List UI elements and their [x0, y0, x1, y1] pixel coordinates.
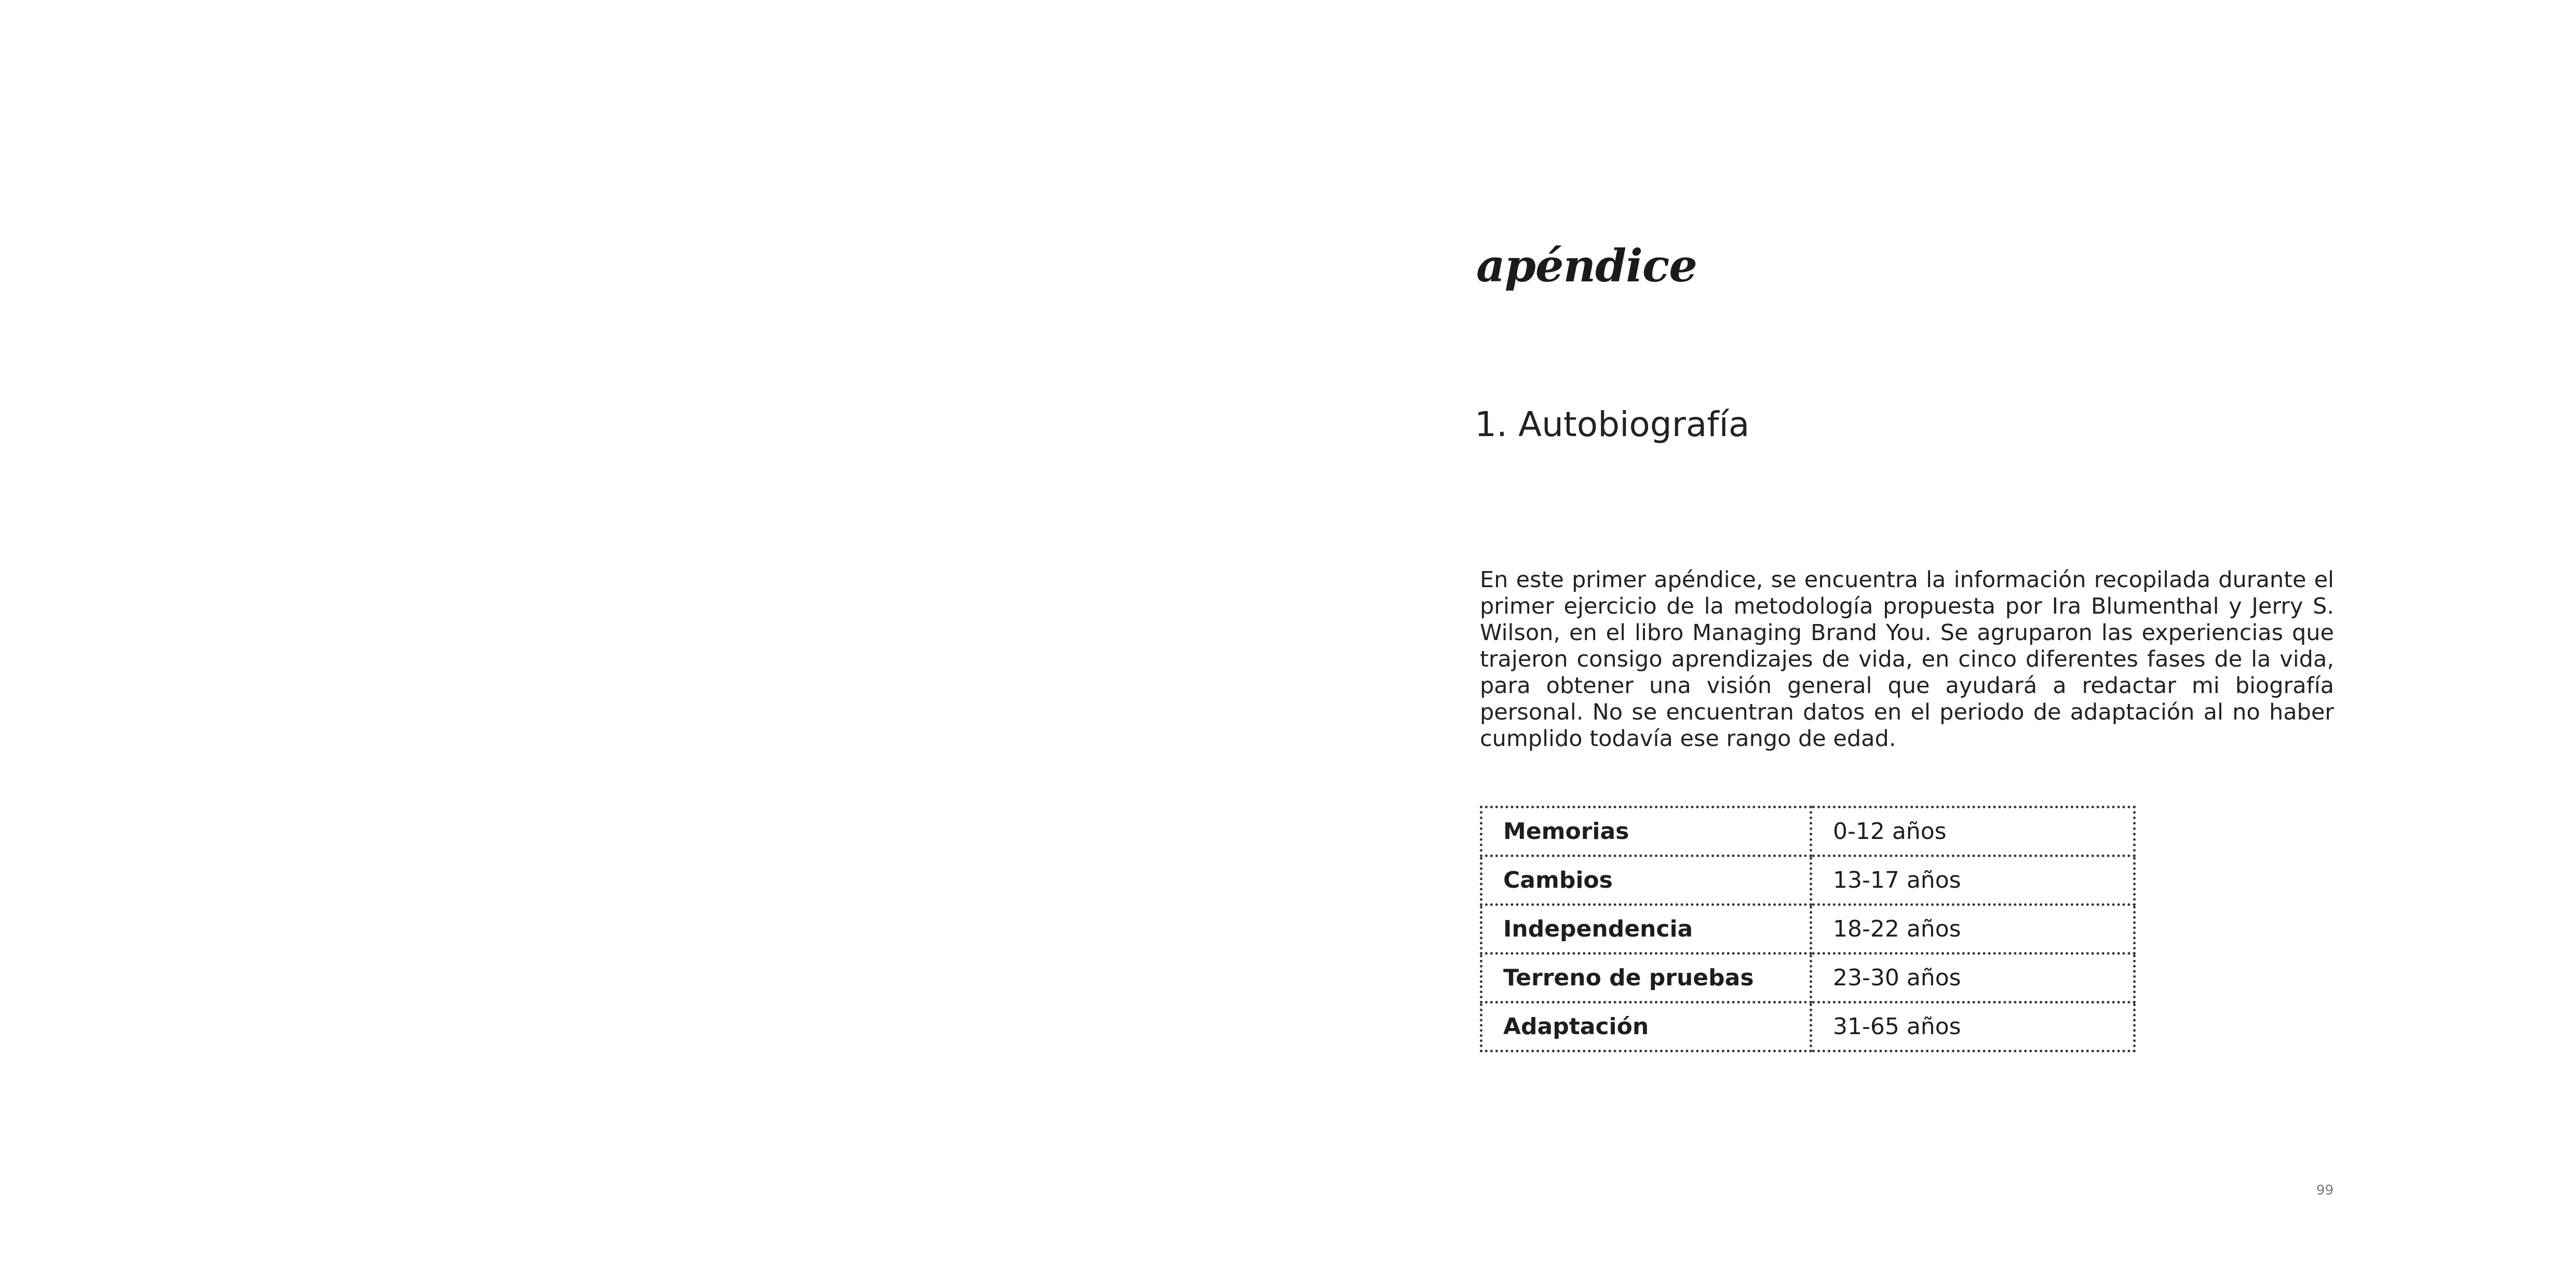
age-range: 0-12 años — [1811, 807, 2135, 856]
phase-name: Terreno de pruebas — [1481, 954, 1811, 1002]
page-title: 1. Autobiografía — [1475, 404, 1750, 444]
section-label: apéndice — [1476, 240, 1697, 292]
life-phases-table — [1480, 806, 2136, 1052]
table-row — [1481, 905, 2135, 954]
phase-name: Cambios — [1481, 856, 1811, 905]
table-row — [1481, 856, 2135, 905]
table-row — [1481, 954, 2135, 1002]
intro-paragraph: En este primer apéndice, se encuentra la información recopilada durante el primer ejercicio de la metodología propuesta por Ira Blumenthal y Jerry S. Wilson, en el libro Managing Brand You. Se agruparon las experiencias que trajeron consigo aprendizajes de vida, en cinco diferentes fases de la vida, para obtener una visión general que ayudará a redactar mi biografía personal. No se encuentran datos en el periodo de adaptación al no haber cumplido todavía ese rango de edad. — [1480, 567, 2334, 752]
table-row — [1481, 1002, 2135, 1051]
age-range: 31-65 años — [1811, 1002, 2135, 1051]
age-range: 18-22 años — [1811, 905, 2135, 954]
age-range: 13-17 años — [1811, 856, 2135, 905]
table-row — [1481, 807, 2135, 856]
phase-name: Memorias — [1481, 807, 1811, 856]
page-number: 99 — [2316, 1183, 2334, 1198]
phase-name: Independencia — [1481, 905, 1811, 954]
age-range: 23-30 años — [1811, 954, 2135, 1002]
phase-name: Adaptación — [1481, 1002, 1811, 1051]
